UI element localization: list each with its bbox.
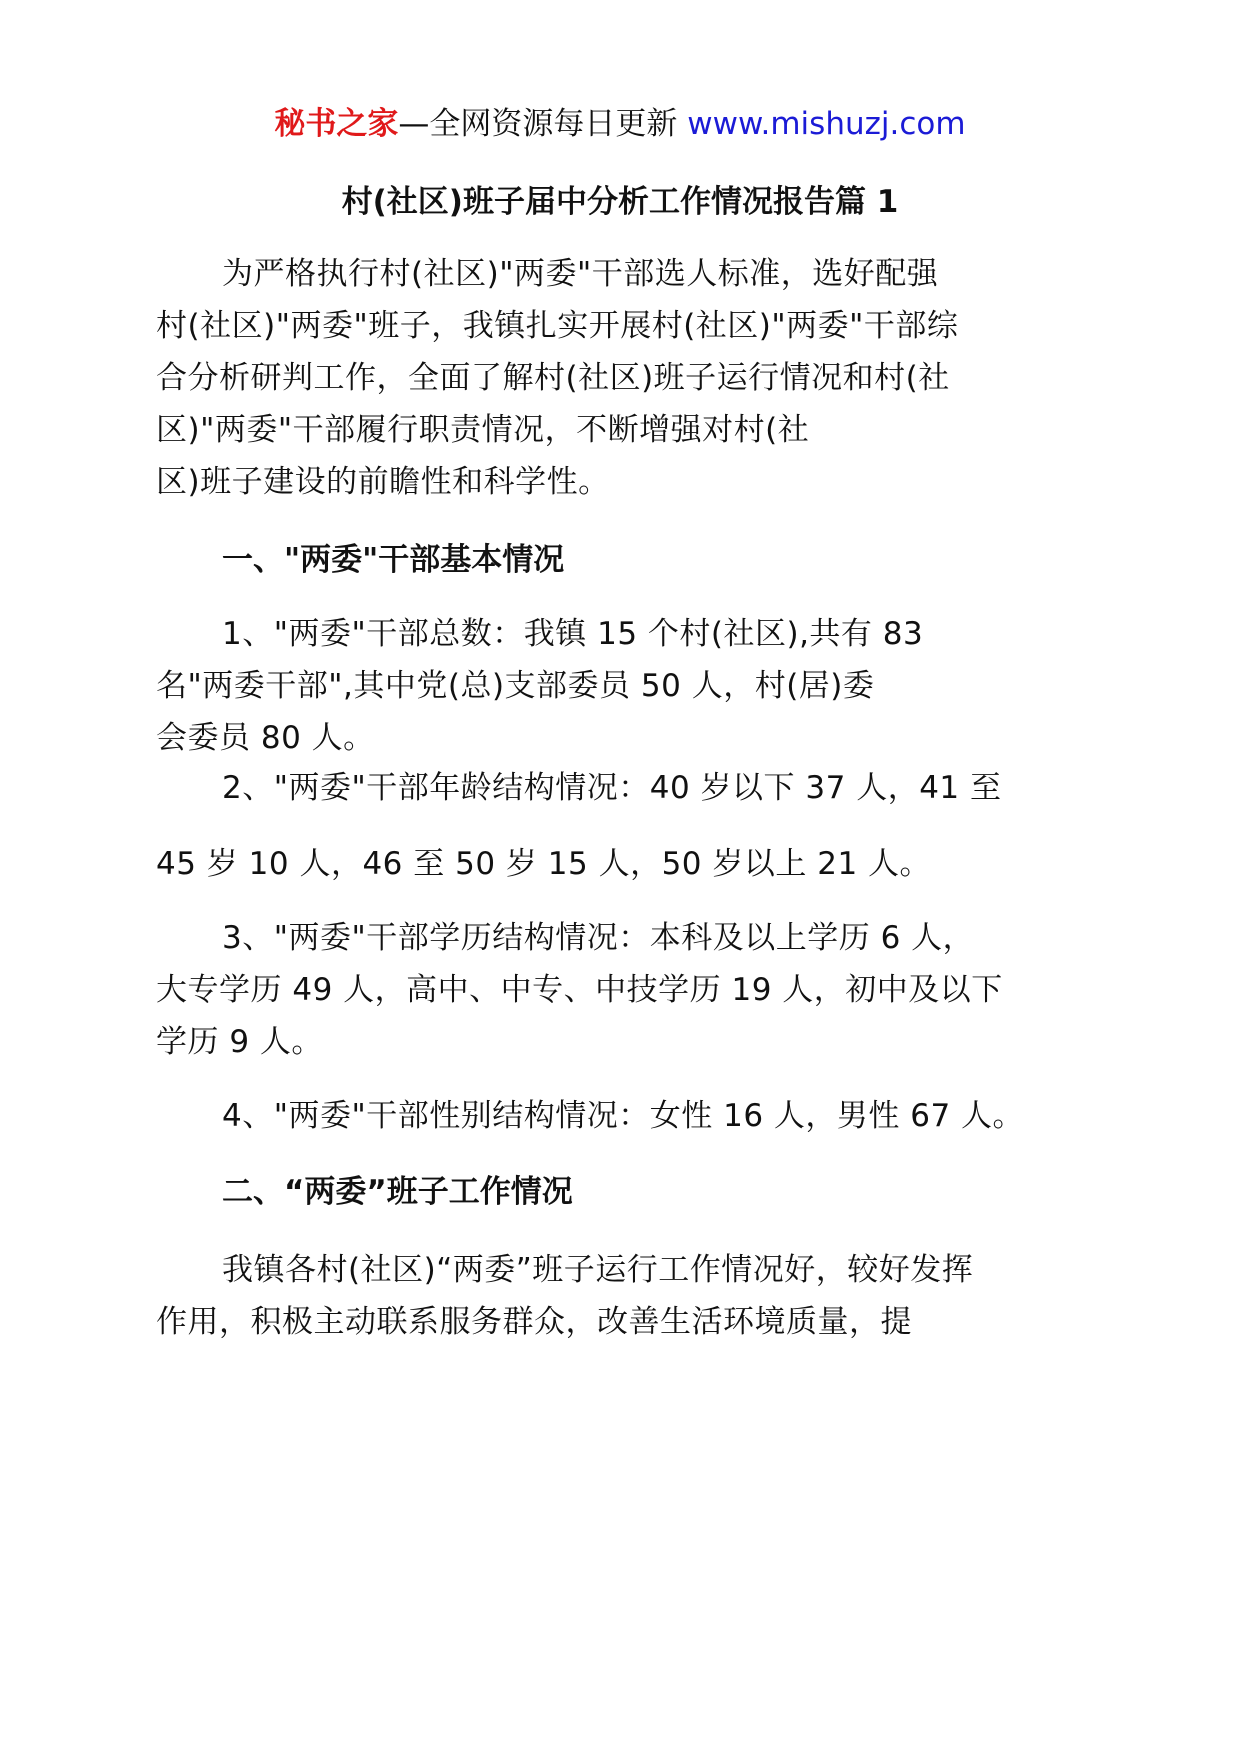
intro-line: 区)"两委"干部履行职责情况，不断增强对村(社 — [156, 412, 810, 448]
item-2-line: 45 岁 10 人，46 至 50 岁 15 人，50 岁以上 21 人。 — [156, 846, 932, 882]
intro-line: 为严格执行村(社区)"两委"干部选人标准，选好配强 — [222, 256, 939, 292]
site-header — [0, 100, 1240, 148]
item-1-line: 1、"两委"干部总数：我镇 15 个村(社区),共有 83 — [222, 616, 924, 652]
site-slogan: —全网资源每日更新 — [398, 106, 688, 142]
intro-line: 合分析研判工作，全面了解村(社区)班子运行情况和村(社 — [156, 360, 950, 396]
section-heading-2: 二、“两委”班子工作情况 — [222, 1174, 573, 1210]
intro-line: 村(社区)"两委"班子，我镇扎实开展村(社区)"两委"干部综 — [156, 308, 959, 344]
item-3-line: 大专学历 49 人，高中、中专、中技学历 19 人，初中及以下 — [156, 972, 1003, 1008]
item-3-line: 学历 9 人。 — [156, 1024, 323, 1060]
item-3-line: 3、"两委"干部学历结构情况：本科及以上学历 6 人， — [222, 920, 975, 956]
item-2-line: 2、"两委"干部年龄结构情况：40 岁以下 37 人，41 至 — [222, 770, 1002, 806]
site-url-link[interactable]: www.mishuzj.com — [687, 106, 966, 142]
section-heading-1: 一、"两委"干部基本情况 — [222, 542, 565, 578]
item-1-line: 名"两委干部",其中党(总)支部委员 50 人，村(居)委 — [156, 668, 875, 704]
item-4-line: 4、"两委"干部性别结构情况：女性 16 人，男性 67 人。 — [222, 1098, 1025, 1134]
section-2-line: 作用，积极主动联系服务群众，改善生活环境质量，提 — [156, 1304, 912, 1340]
intro-line: 区)班子建设的前瞻性和科学性。 — [156, 464, 610, 500]
item-1-line: 会委员 80 人。 — [156, 720, 375, 756]
document-title: 村(社区)班子届中分析工作情况报告篇 1 — [341, 184, 899, 220]
brand-name: 秘书之家 — [274, 106, 399, 142]
section-2-line: 我镇各村(社区)“两委”班子运行工作情况好，较好发挥 — [222, 1252, 974, 1288]
